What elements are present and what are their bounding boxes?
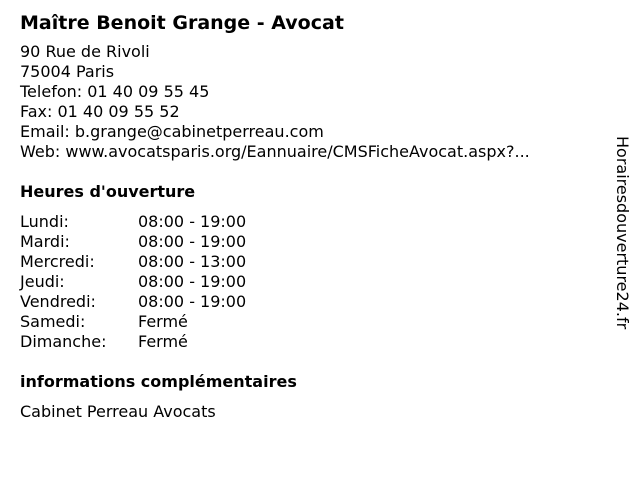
day-label: Samedi: [20, 312, 86, 331]
day-label: Mercredi: [20, 252, 95, 271]
time-range: 08:00 - 19:00 [138, 212, 247, 231]
site-watermark: Horairesdouverture24.fr [613, 136, 632, 330]
time-range: 08:00 - 19:00 [138, 292, 247, 311]
time-range: 08:00 - 19:00 [138, 272, 247, 291]
time-range: Fermé [138, 332, 188, 351]
fax-number: Fax: 01 40 09 55 52 [20, 102, 180, 121]
city-postcode: 75004 Paris [20, 62, 115, 81]
info-heading: informations complémentaires [20, 372, 297, 391]
day-label: Dimanche: [20, 332, 107, 351]
business-card [20, 10, 600, 422]
email-address: Email: b.grange@cabinetperreau.com [20, 122, 324, 141]
phone-number: Telefon: 01 40 09 55 45 [20, 82, 210, 101]
hours-row [20, 292, 600, 312]
website-url: Web: www.avocatsparis.org/Eannuaire/CMSFicheAvocat.aspx?... [20, 142, 530, 161]
address-block [20, 42, 600, 162]
page-title: Maître Benoit Grange - Avocat [20, 12, 344, 34]
time-range: Fermé [138, 312, 188, 331]
hours-row [20, 252, 600, 272]
hours-row [20, 272, 600, 292]
hours-row [20, 212, 600, 232]
opening-hours-table [20, 212, 600, 352]
day-label: Mardi: [20, 232, 70, 251]
hours-heading: Heures d'ouverture [20, 182, 196, 201]
hours-row [20, 232, 600, 252]
hours-row [20, 332, 600, 352]
info-text: Cabinet Perreau Avocats [20, 402, 216, 421]
day-label: Lundi: [20, 212, 69, 231]
time-range: 08:00 - 13:00 [138, 252, 247, 271]
street-address: 90 Rue de Rivoli [20, 42, 150, 61]
time-range: 08:00 - 19:00 [138, 232, 247, 251]
hours-row [20, 312, 600, 332]
day-label: Jeudi: [20, 272, 65, 291]
day-label: Vendredi: [20, 292, 96, 311]
